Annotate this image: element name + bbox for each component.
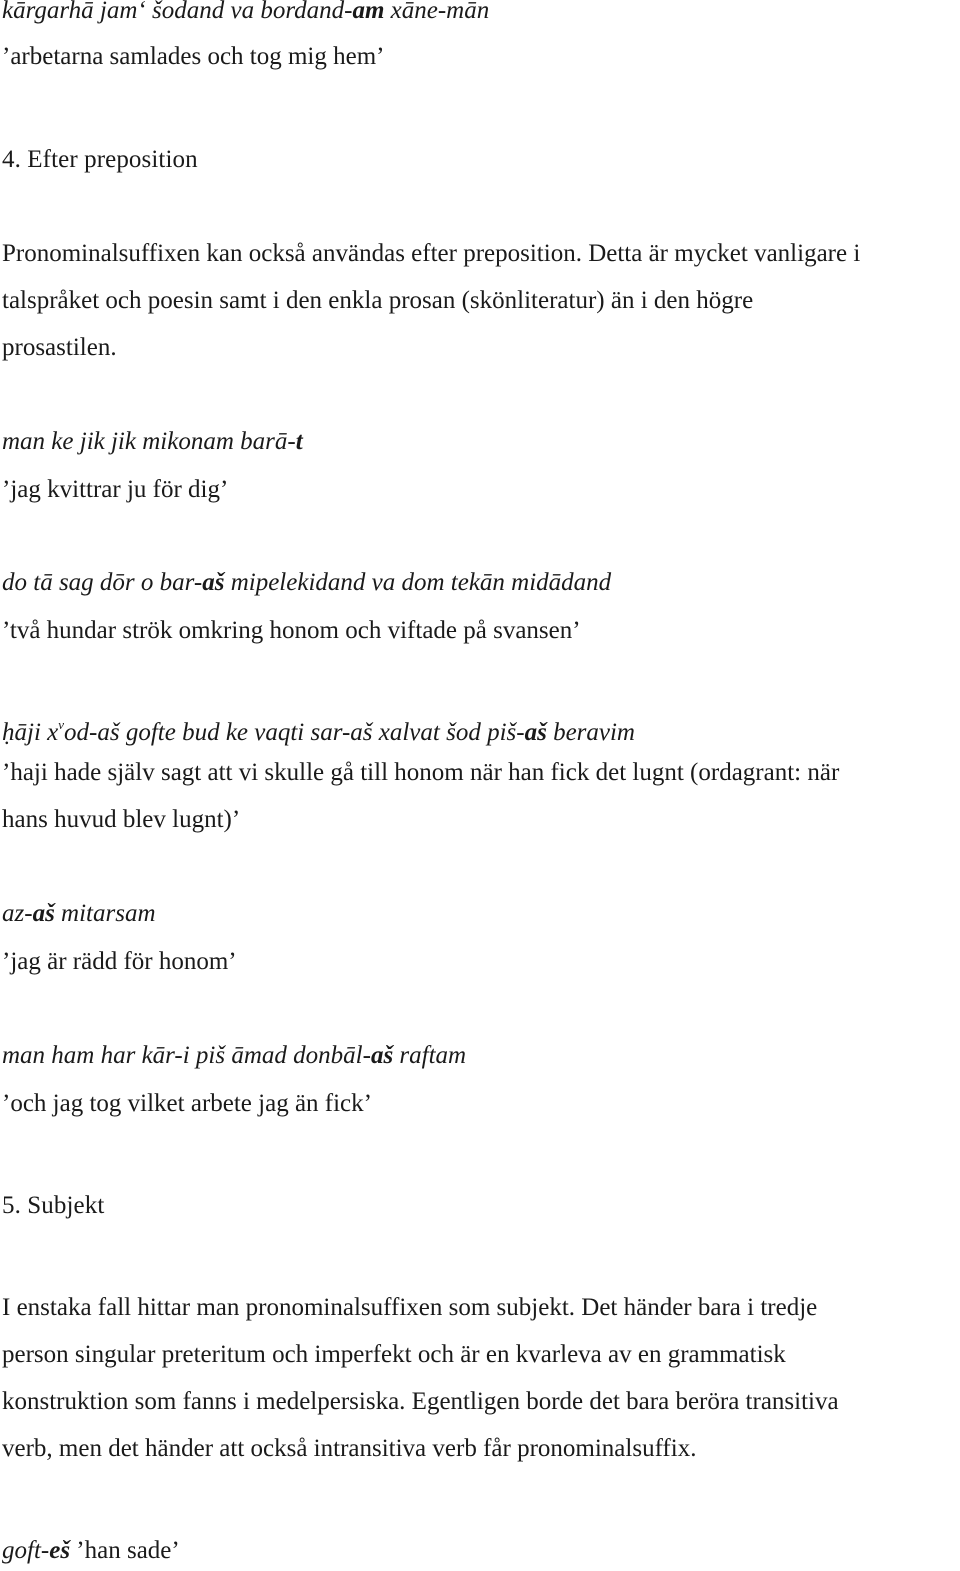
suffix-highlight: t <box>295 428 303 455</box>
suffix-highlight: aš <box>202 569 225 596</box>
paragraph-line: talspråket och poesin samt i den enkla prosan (skönliteratur) än i den högre <box>2 287 754 314</box>
example-translation-line: ’haji hade själv sagt att vi skulle gå till honom när han fick det lugnt (ordagrant: när <box>2 759 840 786</box>
section-heading-5: 5. Subjekt <box>2 1192 105 1219</box>
suffix-highlight: am <box>352 0 385 24</box>
paragraph-line: konstruktion som fanns i medelpersiska. Egentligen borde det bara beröra transitiva <box>2 1388 839 1415</box>
example-source-line: az-aš mitarsam <box>2 900 156 927</box>
example-source-line: ḥāji $x^vod-aš$ gofte bud ke vaqti sar-aš xalvat šod piš-aš beravim <box>2 717 635 746</box>
paragraph-line: prosastilen. <box>2 334 117 361</box>
example-translation-line: ’jag är rädd för honom’ <box>2 948 237 975</box>
paragraph-line: person singular preteritum och imperfekt och är en kvarleva av en grammatisk <box>2 1341 786 1368</box>
suffix-highlight: aš <box>32 900 55 927</box>
example-translation-line: ’två hundar strök omkring honom och viftade på svansen’ <box>2 617 581 644</box>
paragraph-line: Pronominalsuffixen kan också användas efter preposition. Detta är mycket vanligare i <box>2 240 861 267</box>
suffix-highlight: eš <box>49 1537 71 1564</box>
paragraph-line: I enstaka fall hittar man pronominalsuffixen som subjekt. Det händer bara i tredje <box>2 1294 818 1321</box>
example-translation: ’han sade’ <box>70 1537 180 1564</box>
example-source-line: do tā sag dōr o bar-aš mipelekidand va dom tekān midādand <box>2 569 612 596</box>
example-source-line: kārgarhā jam‘ šodand va bordand-am xāne-mān <box>2 0 489 26</box>
section-heading-4: 4. Efter preposition <box>2 146 198 173</box>
suffix-highlight: aš <box>370 1042 394 1069</box>
example-source-line: man ke jik jik mikonam barā-t <box>2 428 303 455</box>
example-translation-line: ’jag kvittrar ju för dig’ <box>2 476 229 503</box>
example-source-line: man ham har kār-i piš āmad donbāl-aš raftam <box>2 1042 467 1069</box>
example-translation-line: ’och jag tog vilket arbete jag än fick’ <box>2 1090 372 1117</box>
suffix-highlight: aš <box>524 719 547 746</box>
example-line: goft-eš ’han sade’ <box>2 1537 180 1564</box>
example-translation-line: ’arbetarna samlades och tog mig hem’ <box>2 43 385 70</box>
example-translation-line: hans huvud blev lugnt)’ <box>2 806 241 833</box>
paragraph-line: verb, men det händer att också intransitiva verb får pronominalsuffix. <box>2 1435 697 1462</box>
